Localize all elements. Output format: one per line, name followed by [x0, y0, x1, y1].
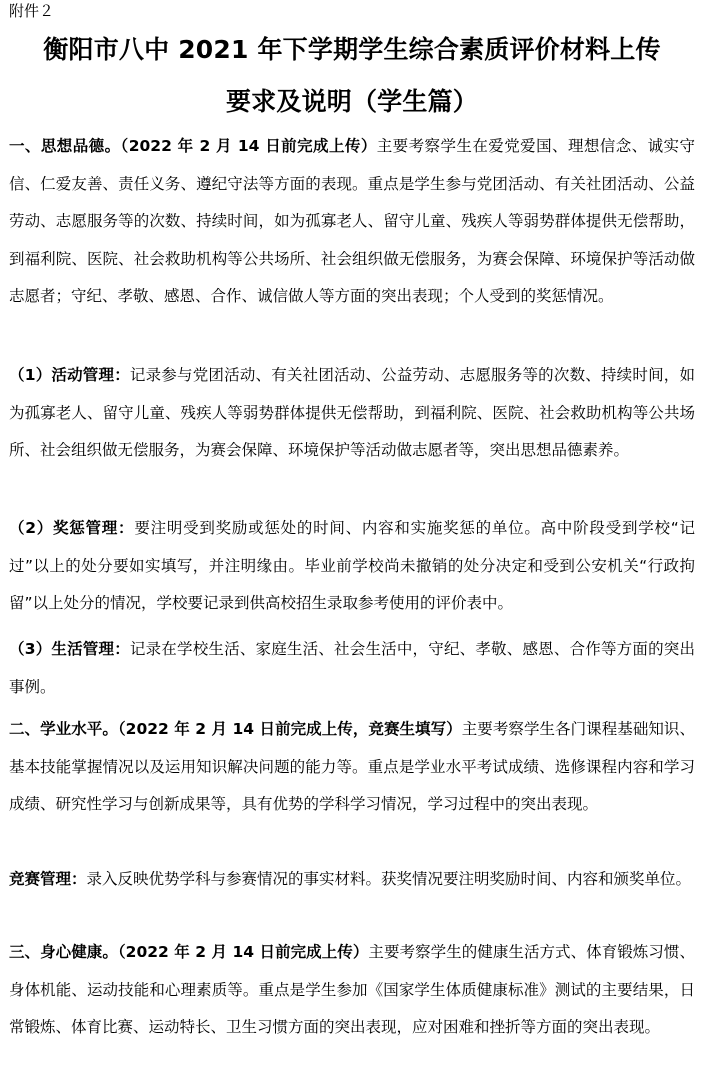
subsection-life-management: [9, 631, 695, 706]
attachment-label: 附件２: [9, 2, 55, 20]
subsection-competition-management: [9, 861, 695, 899]
section-deadline: （2022 年 2 月 14 日前完成上传）: [117, 943, 369, 961]
section-moral-character: [9, 128, 695, 316]
document-subtitle: 要求及说明（学生篇）: [225, 87, 478, 116]
section-academic-level: [9, 711, 695, 824]
section-heading: 一、思想品德。: [9, 137, 121, 155]
document-title: 衡阳市八中 2021 年下学期学生综合素质评价材料上传: [43, 35, 661, 64]
section-body: 主要考察学生的健康生活方式、体育锻炼习惯、身体机能、运动技能和心理素质等。重点是学生参加《国家学生体质健康标准》测试的主要结果，日常锻炼、体育比赛、运动特长、卫生习惯方面的突出表现，应对困难和挫折等方面的突出表现。: [9, 943, 695, 1036]
section-heading: 三、身心健康。: [9, 943, 118, 961]
subsection-heading: （2）奖惩管理：: [9, 519, 135, 537]
subsection-heading: 竞赛管理：: [9, 870, 87, 888]
section-deadline: （2022 年 2 月 14 日前完成上传，竞赛生填写）: [117, 720, 462, 738]
subsection-body: 记录参与党团活动、有关社团活动、公益劳动、志愿服务等的次数、持续时间，如为孤寡老人、留守儿童、残疾人等弱势群体提供无偿帮助，到福利院、医院、社会救助机构等公共场所、社会组织做无偿服务，为赛会保障、环境保护等活动做志愿者等，突出思想品德素养。: [9, 366, 695, 459]
section-body: 主要考察学生在爱党爱国、理想信念、诚实守信、仁爱友善、责任义务、遵纪守法等方面的表现。重点是学生参与党团活动、有关社团活动、公益劳动、志愿服务等的次数、持续时间，如为孤寡老人、留守儿童、残疾人等弱势群体提供无偿帮助，到福利院、医院、社会救助机构等公共场所、社会组织做无偿服务，为赛会保障、环境保护等活动做志愿者；守纪、孝敬、感恩、合作、诚信做人等方面的突出表现；个人受到的奖惩情况。: [9, 137, 695, 305]
subsection-body: 录入反映优势学科与参赛情况的事实材料。获奖情况要注明奖励时间、内容和颁奖单位。: [86, 870, 692, 888]
subsection-heading: （3）生活管理：: [9, 640, 130, 658]
subsection-activity-management: [9, 357, 695, 470]
subsection-body: 记录在学校生活、家庭生活、社会生活中，守纪、孝敬、感恩、合作等方面的突出事例。: [9, 640, 695, 696]
subsection-reward-punishment: [9, 510, 695, 623]
section-physical-mental-health: [9, 934, 695, 1047]
section-deadline: （2022 年 2 月 14 日前完成上传）: [120, 137, 377, 155]
subsection-body: 要注明受到奖励或惩处的时间、内容和实施奖惩的单位。高中阶段受到学校“记过”以上的处分要如实填写，并注明缘由。毕业前学校尚未撤销的处分决定和受到公安机关“行政拘留”以上处分的情况，学校要记录到供高校招生录取参考使用的评价表中。: [9, 519, 695, 612]
section-body: 主要考察学生各门课程基础知识、基本技能掌握情况以及运用知识解决问题的能力等。重点是学业水平考试成绩、选修课程内容和学习成绩、研究性学习与创新成果等，具有优势的学科学习情况，学习过程中的突出表现。: [9, 720, 695, 813]
section-heading: 二、学业水平。: [9, 720, 118, 738]
subsection-heading: （1）活动管理：: [9, 366, 130, 384]
